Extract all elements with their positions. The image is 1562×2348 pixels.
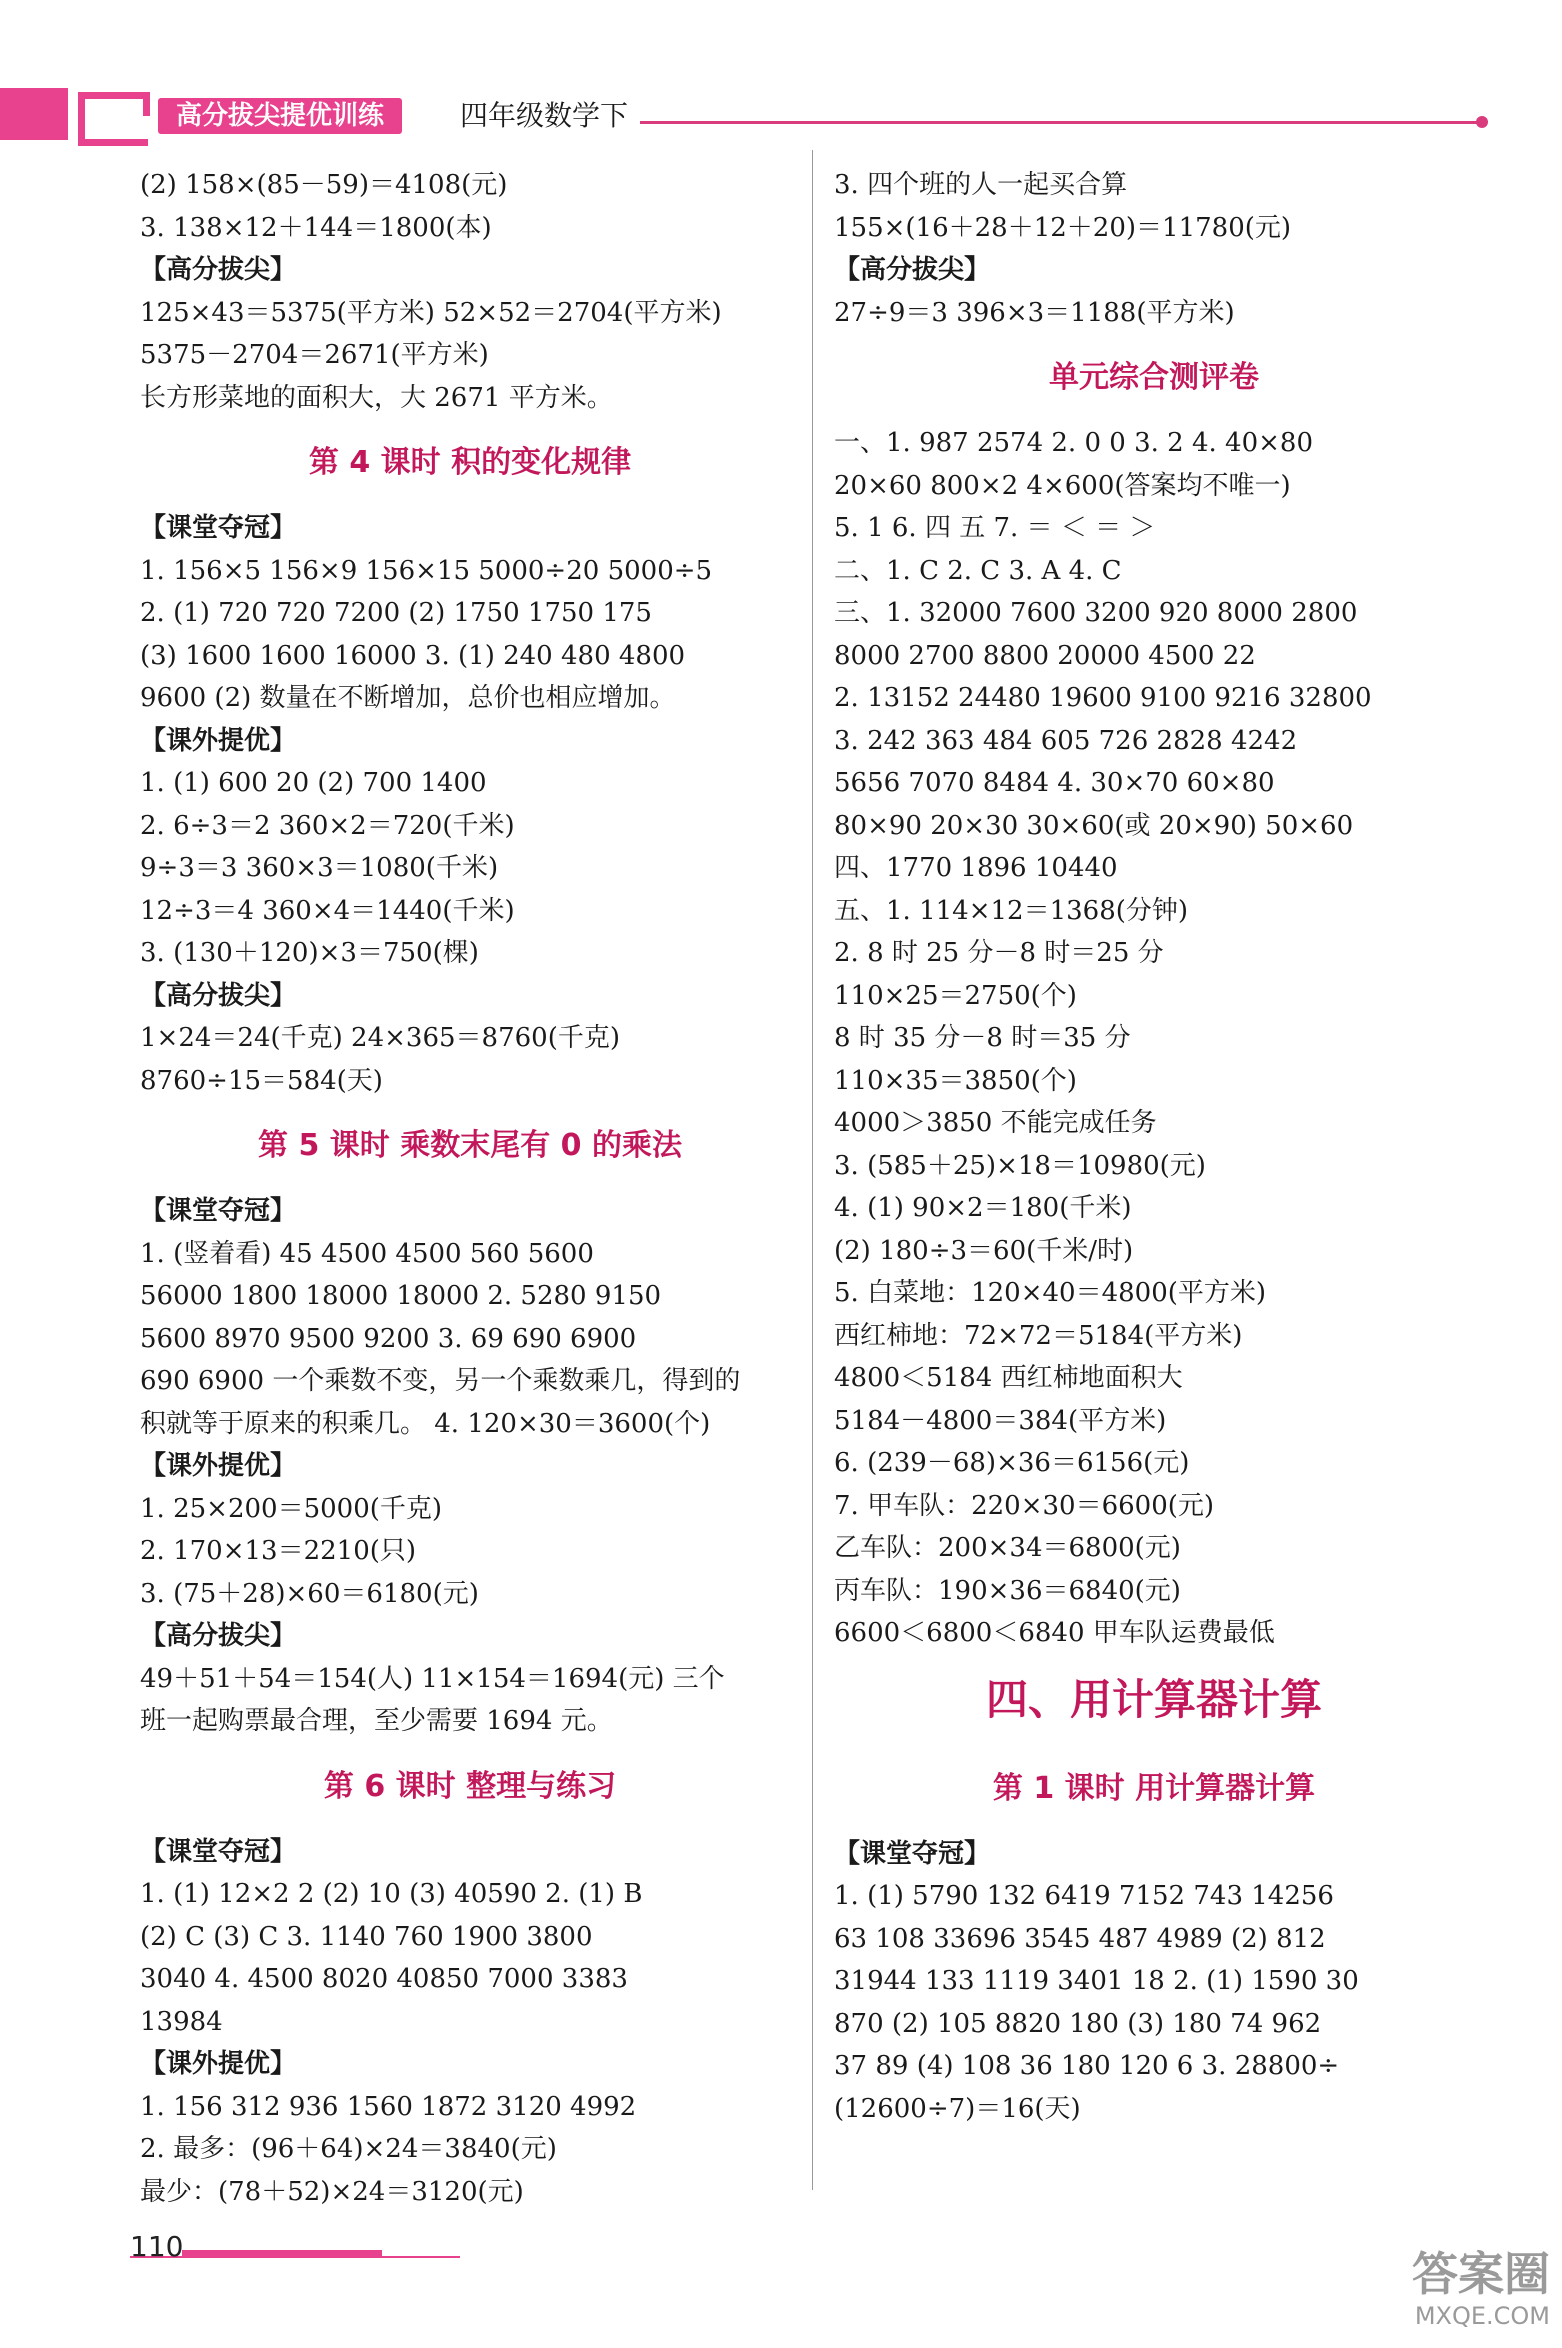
answer-line: 2. 170×13＝2210(只) (140, 1536, 417, 1566)
section-title: 第 4 课时 积的变化规律 (308, 445, 632, 480)
answer-line: 8 时 35 分－8 时＝35 分 (834, 1023, 1131, 1053)
answer-line: 长方形菜地的面积大，大 2671 平方米。 (140, 382, 613, 413)
book-title: 四年级数学下 (460, 99, 629, 132)
answer-line: 4800＜5184 西红柿地面积大 (834, 1363, 1183, 1393)
answer-line: 12÷3＝4 360×4＝1440(千米) (140, 895, 515, 926)
watermark-url: MXQE.COM (1414, 2302, 1550, 2330)
left-column (140, 164, 800, 2213)
answer-line: 积就等于原来的积乘几。 4. 120×30＝3600(个) (140, 1408, 711, 1439)
section-tag: 【高分拔尖】 (140, 980, 297, 1011)
section-tag: 【课外提优】 (140, 2049, 297, 2079)
answer-line: 5184－4800＝384(平方米) (834, 1405, 1167, 1436)
answer-line: 20×60 800×2 4×600(答案均不唯一) (834, 470, 1291, 501)
answer-line: (3) 1600 1600 16000 3. (1) 240 480 4800 (140, 640, 686, 671)
answer-line: 五、1. 114×12＝1368(分钟) (834, 895, 1189, 926)
answer-line: 1. (1) 12×2 2 (2) 10 (3) 40590 2. (1) B (140, 1879, 643, 1909)
answer-line: (2) 158×(85－59)＝4108(元) (140, 170, 508, 200)
answer-line: 80×90 20×30 30×60(或 20×90) 50×60 (834, 810, 1354, 841)
chapter-title: 四、用计算器计算 (985, 1674, 1322, 1724)
answer-line: 1. (1) 600 20 (2) 700 1400 (140, 768, 487, 798)
answer-line: 西红柿地：72×72＝5184(平方米) (834, 1320, 1243, 1351)
answer-line: 5600 8970 9500 9200 3. 69 690 6900 (140, 1323, 637, 1354)
answer-line: 5. 1 6. 四 五 7. ＝ ＜ ＝ ＞ (834, 513, 1156, 543)
answer-line: 1×24＝24(千克) 24×365＝8760(千克) (140, 1023, 620, 1053)
series-title: 高分拔尖提优训练 (158, 98, 402, 134)
column-divider (812, 150, 813, 2190)
answer-line: 8760÷15＝584(天) (140, 1065, 383, 1096)
answer-line: 1. 156 312 936 1560 1872 3120 4992 (140, 2091, 637, 2122)
answer-line: 1. (1) 5790 132 6419 7152 743 14256 (834, 1881, 1334, 1911)
page-number: 110 (130, 2230, 184, 2263)
section-title: 第 6 课时 整理与练习 (323, 1768, 617, 1804)
answer-line: 3. (130＋120)×3＝750(棵) (140, 938, 479, 968)
answer-line: 37 89 (4) 108 36 180 120 6 3. 28800÷ (834, 2051, 1340, 2081)
answer-line: 6600＜6800＜6840 甲车队运费最低 (834, 1618, 1275, 1648)
answer-line: 110×35＝3850(个) (834, 1065, 1077, 1096)
answer-line: 5375－2704＝2671(平方米) (140, 340, 489, 370)
page-header (0, 88, 1562, 148)
section-tag: 【课堂夺冠】 (140, 1836, 297, 1867)
answer-line: 110×25＝2750(个) (834, 980, 1077, 1011)
answer-line: 5656 7070 8484 4. 30×70 60×80 (834, 768, 1275, 798)
header-rule-dot (1476, 116, 1488, 128)
answer-line: 3. 四个班的人一起买合算 (834, 170, 1128, 200)
answer-line: 1. (竖着看) 45 4500 4500 560 5600 (140, 1238, 594, 1269)
answer-line: 丙车队：190×36＝6840(元) (834, 1575, 1181, 1606)
answer-line: 4. (1) 90×2＝180(千米) (834, 1193, 1132, 1223)
section-tag: 【课外提优】 (140, 725, 297, 756)
answer-line: 1. 156×5 156×9 156×15 5000÷20 5000÷5 (140, 555, 713, 586)
right-column (834, 164, 1474, 2130)
answer-line: 31944 133 1119 3401 18 2. (1) 1590 30 (834, 1966, 1359, 1996)
answer-line: 4000＞3850 不能完成任务 (834, 1108, 1157, 1138)
answer-line: 1. 25×200＝5000(千克) (140, 1493, 443, 1524)
section-tag: 【课堂夺冠】 (140, 513, 297, 543)
answer-line: 155×(16＋28＋12＋20)＝11780(元) (834, 212, 1292, 243)
section-tag: 【高分拔尖】 (140, 1621, 297, 1651)
answer-line: 3. 242 363 484 605 726 2828 4242 (834, 725, 1298, 756)
answer-line: 13984 (140, 2006, 223, 2037)
answer-line: 乙车队：200×34＝6800(元) (834, 1533, 1181, 1563)
answer-line: 49＋51＋54＝154(人) 11×154＝1694(元) 三个 (140, 1663, 725, 1694)
section-tag: 【高分拔尖】 (834, 255, 991, 285)
answer-line: 最少：(78＋52)×24＝3120(元) (140, 2176, 524, 2207)
answer-line: 班一起购票最合理，至少需要 1694 元。 (140, 1706, 613, 1736)
answer-line: 9600 (2) 数量在不断增加，总价也相应增加。 (140, 683, 676, 713)
answer-line: 63 108 33696 3545 487 4989 (2) 812 (834, 1923, 1326, 1954)
answer-line: (12600÷7)＝16(天) (834, 2093, 1081, 2124)
answer-line: 3. (75＋28)×60＝6180(元) (140, 1578, 479, 1609)
header-logo-mark-corner (126, 92, 150, 116)
section-tag: 【课堂夺冠】 (140, 1196, 297, 1226)
answer-line: 27÷9＝3 396×3＝1188(平方米) (834, 297, 1235, 328)
answer-line: (2) 180÷3＝60(千米/时) (834, 1235, 1134, 1266)
answer-line: 7. 甲车队：220×30＝6600(元) (834, 1490, 1215, 1521)
watermark-logo: 答案圈 (1412, 2247, 1550, 2301)
answer-line: 三、1. 32000 7600 3200 920 8000 2800 (834, 598, 1358, 628)
answer-line: 2. 13152 24480 19600 9100 9216 32800 (834, 683, 1372, 713)
answer-line: 2. 8 时 25 分－8 时＝25 分 (834, 938, 1164, 968)
answer-line: 690 6900 一个乘数不变，另一个乘数乘几，得到的 (140, 1366, 741, 1396)
answer-line: 8000 2700 8800 20000 4500 22 (834, 640, 1256, 671)
section-tag: 【高分拔尖】 (140, 255, 297, 285)
answer-line: 5. 白菜地：120×40＝4800(平方米) (834, 1278, 1267, 1308)
section-title: 单元综合测评卷 (1049, 360, 1259, 395)
answer-line: 9÷3＝3 360×3＝1080(千米) (140, 853, 499, 883)
answer-line: 二、1. C 2. C 3. A 4. C (834, 555, 1122, 586)
section-tag: 【课堂夺冠】 (834, 1838, 991, 1869)
answer-line: 一、1. 987 2574 2. 0 0 3. 2 4. 40×80 (834, 428, 1313, 458)
answer-line: 2. (1) 720 720 7200 (2) 1750 1750 175 (140, 598, 652, 628)
answer-line: 2. 6÷3＝2 360×2＝720(千米) (140, 810, 515, 841)
answer-line: 2. 最多：(96＋64)×24＝3840(元) (140, 2134, 557, 2164)
header-rule (640, 121, 1480, 124)
section-title: 第 5 课时 乘数末尾有 0 的乘法 (258, 1128, 682, 1163)
answer-line: (2) C (3) C 3. 1140 760 1900 3800 (140, 1921, 593, 1952)
answer-line: 3. (585＋25)×18＝10980(元) (834, 1150, 1206, 1181)
answer-line: 870 (2) 105 8820 180 (3) 180 74 962 (834, 2008, 1322, 2039)
answer-line: 四、1770 1896 10440 (834, 853, 1118, 883)
section-title: 第 1 课时 用计算器计算 (992, 1770, 1316, 1806)
answer-line: 3. 138×12＋144＝1800(本) (140, 212, 492, 243)
answer-line: 56000 1800 18000 18000 2. 5280 9150 (140, 1281, 662, 1311)
answer-line: 3040 4. 4500 8020 40850 7000 3383 (140, 1964, 628, 1994)
page-footer (130, 2230, 460, 2263)
answer-line: 125×43＝5375(平方米) 52×52＝2704(平方米) (140, 297, 722, 328)
section-tag: 【课外提优】 (140, 1451, 297, 1481)
watermark (1300, 2246, 1550, 2338)
header-color-block (0, 88, 68, 140)
answer-line: 6. (239－68)×36＝6156(元) (834, 1448, 1190, 1478)
